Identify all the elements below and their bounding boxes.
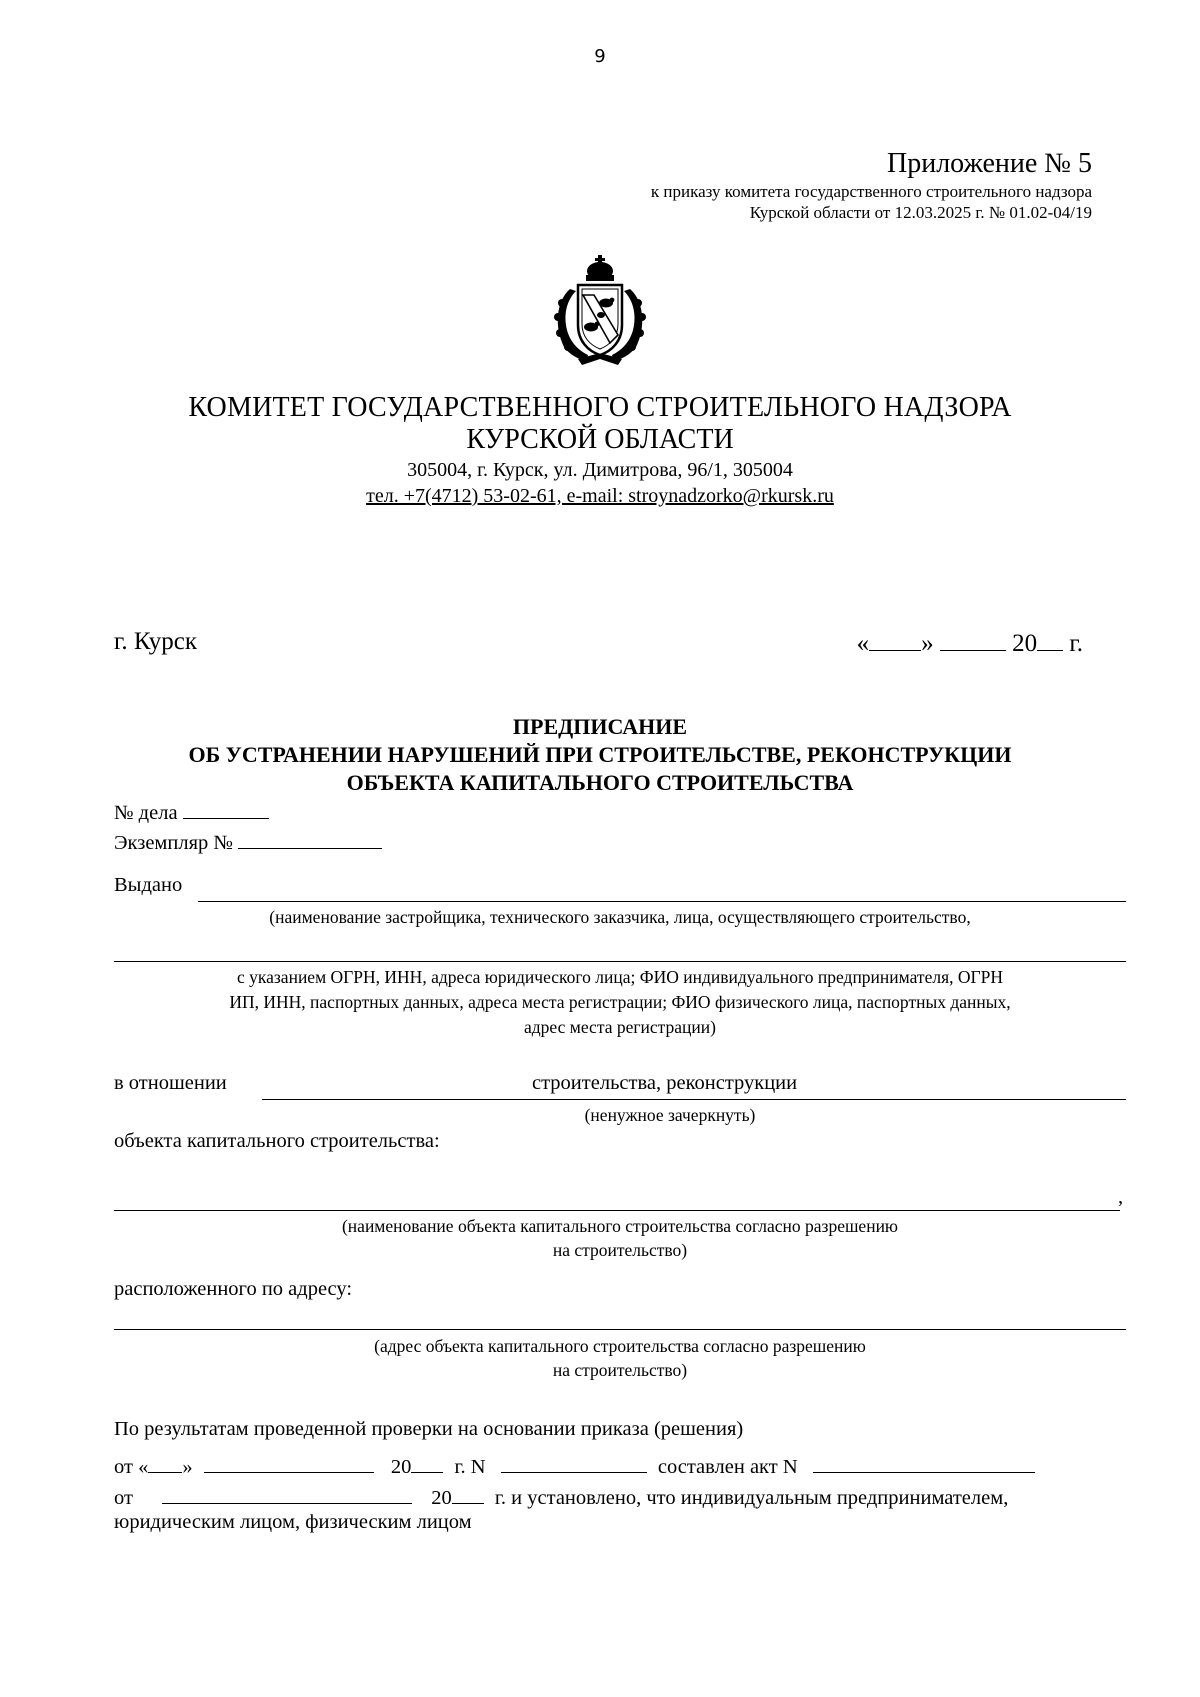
case-number-label: № дела: [114, 802, 178, 824]
object-line: [114, 1210, 1120, 1211]
results-close-quote: »: [182, 1456, 193, 1478]
results-line3: [114, 1481, 1008, 1510]
results-year-blank-2: [452, 1481, 484, 1504]
document-place: г. Курск: [114, 628, 197, 655]
organization-address: 305004, г. Курск, ул. Димитрова, 96/1, 305004: [407, 459, 793, 481]
object-label: объекта капитального строительства:: [114, 1130, 440, 1152]
case-number-blank: [183, 796, 269, 819]
results-open-quote: «: [138, 1456, 149, 1478]
contacts-row: [0, 485, 1200, 508]
issued-line: [198, 901, 1126, 902]
results-line1: По результатам проведенной проверки на основании приказа (решения): [114, 1418, 744, 1440]
results-order-number-blank: [501, 1450, 647, 1473]
appendix-title: Приложение № 5: [887, 148, 1092, 179]
results-from: от: [114, 1456, 133, 1478]
results-day-blank: [148, 1450, 182, 1473]
issued-hint-2-line2: ИП, ИНН, паспортных данных, адреса места регистрации; ФИО физического лица, паспортных данных,: [229, 992, 1011, 1012]
regarding-value: строительства, реконструкции: [532, 1072, 798, 1094]
results-line4: юридическим лицом, физическим лицом: [114, 1511, 472, 1533]
results-year-prefix: 20: [390, 1456, 412, 1478]
date-open-quote: «: [856, 630, 870, 657]
regarding-hint: (ненужное зачеркнуть): [584, 1105, 756, 1125]
date-close-quote: »: [921, 630, 934, 657]
object-hint-line1: (наименование объекта капитального строительства согласно разрешению: [341, 1216, 899, 1236]
regarding-line: [262, 1099, 1126, 1100]
copy-number-row: [114, 826, 382, 855]
date-year-prefix: 20: [1012, 630, 1038, 657]
date-year-suffix: г.: [1069, 630, 1083, 657]
organization-name-line1: КОМИТЕТ ГОСУДАРСТВЕННОГО СТРОИТЕЛЬНОГО НАДЗОРА: [188, 392, 1012, 423]
document-title-line3: ОБЪЕКТА КАПИТАЛЬНОГО СТРОИТЕЛЬСТВА: [346, 770, 854, 795]
results-established: г. и установлено, что индивидуальным предпринимателем,: [494, 1487, 1009, 1509]
copy-number-label: Экземпляр №: [114, 832, 233, 854]
date-day-blank: [869, 628, 921, 651]
issued-hint-2-line3: адрес места регистрации): [524, 1017, 716, 1037]
coat-of-arms-icon: [548, 255, 652, 372]
document-title: ПРЕДПИСАНИЕ: [512, 714, 688, 739]
location-label: расположенного по адресу:: [114, 1278, 353, 1300]
organization-name-line2: КУРСКОЙ ОБЛАСТИ: [466, 424, 734, 455]
location-line: [114, 1329, 1126, 1330]
location-hint-line1: (адрес объекта капитального строительства согласно разрешению: [374, 1336, 866, 1356]
organization-contacts[interactable]: тел. +7(4712) 53-02-61, e-mail: stroynadzorko@rkursk.ru: [366, 485, 834, 507]
location-hint-line2: на строительство): [552, 1360, 688, 1380]
object-comma: ,: [1118, 1186, 1124, 1208]
results-line2: [114, 1450, 1126, 1479]
case-number-row: [114, 796, 269, 825]
appendix-order-line2: Курской области от 12.03.2025 г. № 01.02-04/19: [749, 203, 1092, 222]
document-date: [857, 628, 1083, 658]
results-act-number-blank: [813, 1450, 1035, 1473]
date-month-blank: [940, 628, 1006, 651]
issued-hint: (наименование застройщика, технического заказчика, лица, осуществляющего строительство,: [269, 907, 971, 927]
regarding-label: в отношении: [114, 1072, 227, 1094]
copy-number-blank: [238, 826, 382, 849]
page-number: 9: [594, 46, 606, 67]
results-act-date-blank: [162, 1481, 412, 1504]
results-from-2: от: [114, 1487, 133, 1509]
results-act-label: составлен акт N: [657, 1456, 798, 1478]
appendix-order-line1: к приказу комитета государственного строительного надзора: [650, 182, 1092, 201]
date-year-blank: [1037, 628, 1063, 651]
issued-line-2: [114, 961, 1126, 962]
document-title-line2: ОБ УСТРАНЕНИИ НАРУШЕНИЙ ПРИ СТРОИТЕЛЬСТВЕ, РЕКОНСТРУКЦИИ: [188, 742, 1012, 767]
results-g-n: г. N: [454, 1456, 486, 1478]
results-month-blank: [204, 1450, 374, 1473]
issued-label: Выдано: [114, 874, 183, 896]
results-year-prefix-2: 20: [431, 1487, 452, 1509]
results-year-blank: [411, 1450, 443, 1473]
object-hint-line2: на строительство): [552, 1240, 688, 1260]
issued-hint-2-line1: с указанием ОГРН, ИНН, адреса юридического лица; ФИО индивидуального предпринимателя, ОГРН: [237, 967, 1003, 987]
